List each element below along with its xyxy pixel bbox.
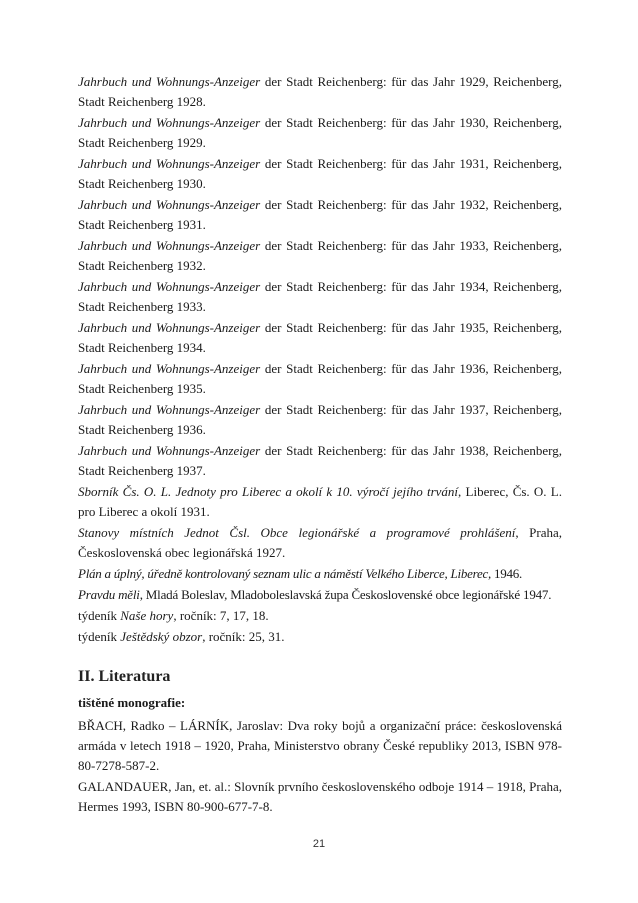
- source-entry: [78, 277, 562, 317]
- source-details: der Stadt Reichenberg: für das Jahr 1933, Reichenberg, Stadt Reichenberg 1932.: [78, 238, 562, 273]
- source-entry: [78, 585, 562, 605]
- weekly-entry: [78, 627, 562, 647]
- source-details: der Stadt Reichenberg: für das Jahr 1932, Reichenberg, Stadt Reichenberg 1931.: [78, 197, 562, 232]
- source-details: der Stadt Reichenberg: für das Jahr 1937, Reichenberg, Stadt Reichenberg 1936.: [78, 402, 562, 437]
- source-title: Jahrbuch und Wohnungs-Anzeiger: [78, 279, 261, 294]
- source-title: Jahrbuch und Wohnungs-Anzeiger: [78, 443, 261, 458]
- weekly-title: Naše hory: [120, 608, 174, 623]
- source-details: der Stadt Reichenberg: für das Jahr 1931, Reichenberg, Stadt Reichenberg 1930.: [78, 156, 562, 191]
- source-entry: [78, 564, 562, 584]
- source-details: der Stadt Reichenberg: für das Jahr 1930, Reichenberg, Stadt Reichenberg 1929.: [78, 115, 562, 150]
- source-details: der Stadt Reichenberg: für das Jahr 1935, Reichenberg, Stadt Reichenberg 1934.: [78, 320, 562, 355]
- source-title: Plán a úplný, úředně kontrolovaný seznam ulic a náměstí Velkého Liberce, Liberec,: [78, 566, 491, 581]
- source-title: Jahrbuch und Wohnungs-Anzeiger: [78, 320, 261, 335]
- source-title: Jahrbuch und Wohnungs-Anzeiger: [78, 361, 261, 376]
- sources-list: [78, 72, 562, 647]
- source-entry: [78, 523, 562, 563]
- source-entry: [78, 482, 562, 522]
- source-title: Jahrbuch und Wohnungs-Anzeiger: [78, 238, 261, 253]
- weekly-details: , ročník: 25, 31.: [202, 629, 285, 644]
- source-entry: [78, 154, 562, 194]
- source-entry: [78, 195, 562, 235]
- source-details: der Stadt Reichenberg: für das Jahr 1934, Reichenberg, Stadt Reichenberg 1933.: [78, 279, 562, 314]
- page-number: 21: [312, 838, 326, 850]
- literature-entry: BŘACH, Radko – LÁRNÍK, Jaroslav: Dva roky bojů a organizační práce: československá armáda v letech 1918 – 1920, Praha, Ministerstvo obrany České republiky 2013, ISBN 978-80-7278-587-2.: [78, 718, 562, 773]
- source-details: , Liberec, Čs. O. L. pro Liberec a okolí 1931.: [78, 484, 562, 519]
- subsection-heading: tištěné monografie:: [78, 695, 186, 710]
- source-entry: [78, 72, 562, 112]
- source-title: Stanovy místních Jednot Čsl. Obce legionářské a programové prohlášení: [78, 525, 516, 540]
- weekly-prefix: týdeník: [78, 629, 121, 644]
- page-content: [78, 72, 562, 818]
- weekly-details: , ročník: 7, 17, 18.: [173, 608, 269, 623]
- source-title: Sborník Čs. O. L. Jednoty pro Liberec a okolí k 10. výročí jejího trvání: [78, 484, 459, 499]
- source-details: der Stadt Reichenberg: für das Jahr 1929, Reichenberg, Stadt Reichenberg 1928.: [78, 74, 562, 109]
- literature-entry: GALANDAUER, Jan, et. al.: Slovník prvního československého odboje 1914 – 1918, Praha, Hermes 1993, ISBN 80-900-677-7-8.: [78, 779, 562, 814]
- source-entry: [78, 441, 562, 481]
- source-title: Jahrbuch und Wohnungs-Anzeiger: [78, 74, 261, 89]
- literature-list: [78, 716, 562, 817]
- source-details: 1946.: [490, 566, 522, 581]
- weekly-prefix: týdeník: [78, 608, 121, 623]
- weekly-entry: [78, 606, 562, 626]
- source-details: , Praha, Československá obec legionářská 1927.: [78, 525, 562, 560]
- source-title: Jahrbuch und Wohnungs-Anzeiger: [78, 402, 261, 417]
- source-entry: [78, 113, 562, 153]
- source-details: , Mladá Boleslav, Mladoboleslavská župa Československé obce legionářské 1947.: [139, 587, 552, 602]
- source-entry: [78, 236, 562, 276]
- source-details: der Stadt Reichenberg: für das Jahr 1938, Reichenberg, Stadt Reichenberg 1937.: [78, 443, 562, 478]
- source-entry: [78, 318, 562, 358]
- source-title: Jahrbuch und Wohnungs-Anzeiger: [78, 197, 261, 212]
- source-entry: [78, 400, 562, 440]
- source-details: der Stadt Reichenberg: für das Jahr 1936, Reichenberg, Stadt Reichenberg 1935.: [78, 361, 562, 396]
- source-title: Jahrbuch und Wohnungs-Anzeiger: [78, 115, 261, 130]
- source-entry: [78, 359, 562, 399]
- weekly-title: Ještědský obzor: [120, 629, 203, 644]
- source-title: Pravdu měli: [78, 587, 140, 602]
- section-heading: II. Literatura: [78, 668, 171, 685]
- source-title: Jahrbuch und Wohnungs-Anzeiger: [78, 156, 261, 171]
